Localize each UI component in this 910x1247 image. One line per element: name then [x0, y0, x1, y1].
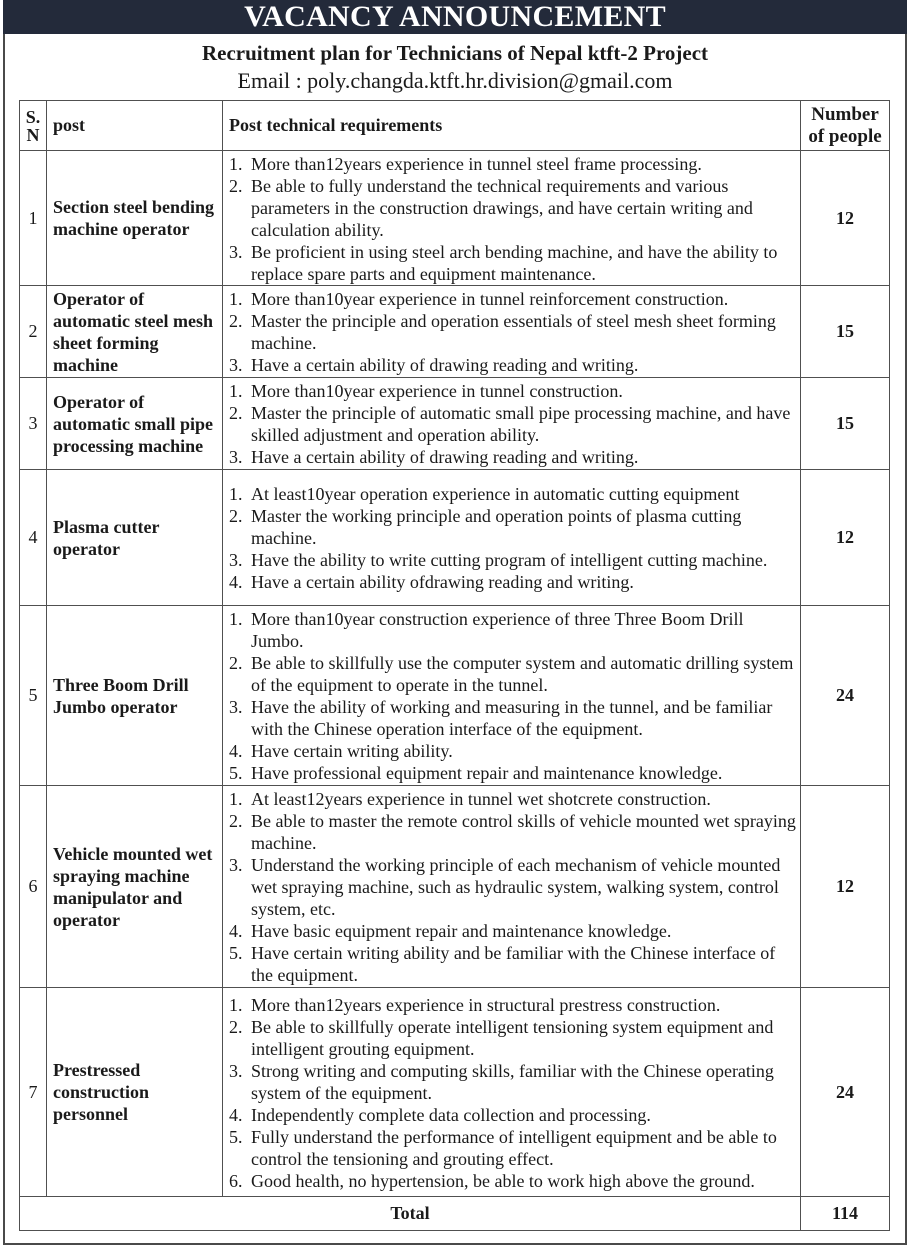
- row-requirements: [223, 606, 801, 786]
- row-post: Section steel bending machine operator: [47, 151, 223, 286]
- header-sn: [20, 101, 47, 151]
- requirement-item: More than12years experience in structural prestress construction.: [251, 994, 721, 1015]
- table-row: [20, 988, 890, 1197]
- requirement-item: At least12years experience in tunnel wet shotcrete construction.: [251, 789, 711, 809]
- requirements-list: [229, 608, 796, 784]
- requirement-item: Strong writing and computing skills, familiar with the Chinese operating system of the equipment.: [251, 1060, 774, 1103]
- row-requirements: [223, 378, 801, 470]
- requirement-item: Master the working principle and operation points of plasma cutting machine.: [251, 506, 742, 548]
- requirement-item: Good health, no hypertension, be able to work high above the ground.: [251, 1170, 755, 1191]
- row-number-of-people: 12: [801, 470, 890, 606]
- header-sn-line2: N: [26, 124, 40, 145]
- header-number-line1: Number: [811, 103, 879, 125]
- table-row: [20, 378, 890, 470]
- row-sn: 6: [20, 786, 47, 988]
- row-number-of-people: 24: [801, 606, 890, 786]
- banner-title: VACANCY ANNOUNCEMENT: [3, 0, 907, 34]
- requirement-item: Have the ability of working and measuring in the tunnel, and be familiar with the Chinese operation interface of the equipment.: [251, 697, 773, 739]
- row-sn: 1: [20, 151, 47, 286]
- requirement-item: Have basic equipment repair and maintenance knowledge.: [251, 921, 672, 941]
- table-row: [20, 151, 890, 286]
- table-row: [20, 786, 890, 988]
- row-number-of-people: 12: [801, 151, 890, 286]
- row-post: Operator of automatic small pipe processing machine: [47, 378, 223, 470]
- row-sn: 5: [20, 606, 47, 786]
- total-value: 114: [801, 1197, 890, 1231]
- requirement-item: Have professional equipment repair and maintenance knowledge.: [251, 763, 723, 783]
- requirement-item: Have a certain ability of drawing reading and writing.: [251, 447, 639, 467]
- requirement-item: Have a certain ability of drawing reading and writing.: [251, 355, 639, 375]
- row-requirements: [223, 786, 801, 988]
- row-sn: 7: [20, 988, 47, 1197]
- requirement-item: Have a certain ability ofdrawing reading and writing.: [251, 572, 634, 592]
- row-number-of-people: 12: [801, 786, 890, 988]
- requirement-item: More than10year experience in tunnel construction.: [251, 381, 623, 401]
- total-row: [20, 1197, 890, 1231]
- table-body: [20, 151, 890, 1197]
- requirement-item: Fully understand the performance of intelligent equipment and be able to control the tensioning and grouting effect.: [251, 1126, 777, 1169]
- row-number-of-people: 15: [801, 286, 890, 378]
- header-requirements: Post technical requirements: [223, 101, 801, 151]
- header-post: post: [47, 101, 223, 151]
- table-row: [20, 470, 890, 606]
- requirement-item: At least10year operation experience in automatic cutting equipment: [251, 484, 740, 504]
- requirement-item: More than10year experience in tunnel reinforcement construction.: [251, 289, 729, 309]
- requirement-item: Have the ability to write cutting program of intelligent cutting machine.: [251, 550, 768, 570]
- row-post: Plasma cutter operator: [47, 470, 223, 606]
- requirement-item: Be proficient in using steel arch bending machine, and have the ability to replace spare parts and equipment maintenance.: [251, 241, 778, 284]
- recruitment-table: [19, 100, 890, 1231]
- row-post: Three Boom Drill Jumbo operator: [47, 606, 223, 786]
- row-requirements: [223, 988, 801, 1197]
- requirement-item: Be able to fully understand the technical requirements and various parameters in the construction drawings, and have certain writing and calculation ability.: [251, 175, 753, 240]
- row-sn: 3: [20, 378, 47, 470]
- table-row: [20, 286, 890, 378]
- requirements-list: [229, 994, 796, 1192]
- subtitle: Recruitment plan for Technicians of Nepal ktft-2 Project: [201, 41, 709, 65]
- requirement-item: Be able to skillfully use the computer system and automatic drilling system of the equipment to operate in the tunnel.: [251, 653, 794, 695]
- row-post: Vehicle mounted wet spraying machine manipulator and operator: [47, 786, 223, 988]
- row-post: Operator of automatic steel mesh sheet forming machine: [47, 286, 223, 378]
- total-label: Total: [20, 1197, 801, 1231]
- row-requirements: [223, 151, 801, 286]
- requirements-list: [229, 788, 796, 986]
- requirement-item: Be able to skillfully operate intelligent tensioning system equipment and intelligent grouting equipment.: [251, 1016, 774, 1059]
- row-post: Prestressed construction personnel: [47, 988, 223, 1197]
- requirement-item: More than12years experience in tunnel steel frame processing.: [251, 153, 702, 174]
- requirements-list: [229, 288, 796, 376]
- header-number-line2: of people: [808, 125, 882, 147]
- requirement-item: Independently complete data collection and processing.: [251, 1104, 651, 1125]
- requirement-item: Master the principle of automatic small pipe processing machine, and have skilled adjustment and operation ability.: [251, 403, 791, 445]
- row-sn: 4: [20, 470, 47, 606]
- contact-email[interactable]: Email : poly.changda.ktft.hr.division@gmail.com: [237, 68, 673, 93]
- row-number-of-people: 15: [801, 378, 890, 470]
- row-requirements: [223, 470, 801, 606]
- row-requirements: [223, 286, 801, 378]
- table-row: [20, 606, 890, 786]
- requirements-list: [229, 483, 796, 593]
- requirement-item: Have certain writing ability.: [251, 741, 453, 761]
- requirement-item: Master the principle and operation essentials of steel mesh sheet forming machine.: [251, 311, 776, 353]
- header-sn-line1: S.: [25, 106, 41, 127]
- header-number: [801, 101, 890, 151]
- requirement-item: Understand the working principle of each mechanism of vehicle mounted wet spraying machine, such as hydraulic system, walking system, control system, etc.: [251, 855, 781, 919]
- requirement-item: Have certain writing ability and be familiar with the Chinese interface of the equipment.: [251, 943, 776, 985]
- requirements-list: [229, 380, 796, 468]
- row-sn: 2: [20, 286, 47, 378]
- requirement-item: Be able to master the remote control skills of vehicle mounted wet spraying machine.: [251, 811, 796, 853]
- requirement-item: More than10year construction experience of three Three Boom Drill Jumbo.: [251, 609, 744, 651]
- table-header-row: [20, 101, 890, 151]
- requirements-list: [229, 153, 796, 285]
- row-number-of-people: 24: [801, 988, 890, 1197]
